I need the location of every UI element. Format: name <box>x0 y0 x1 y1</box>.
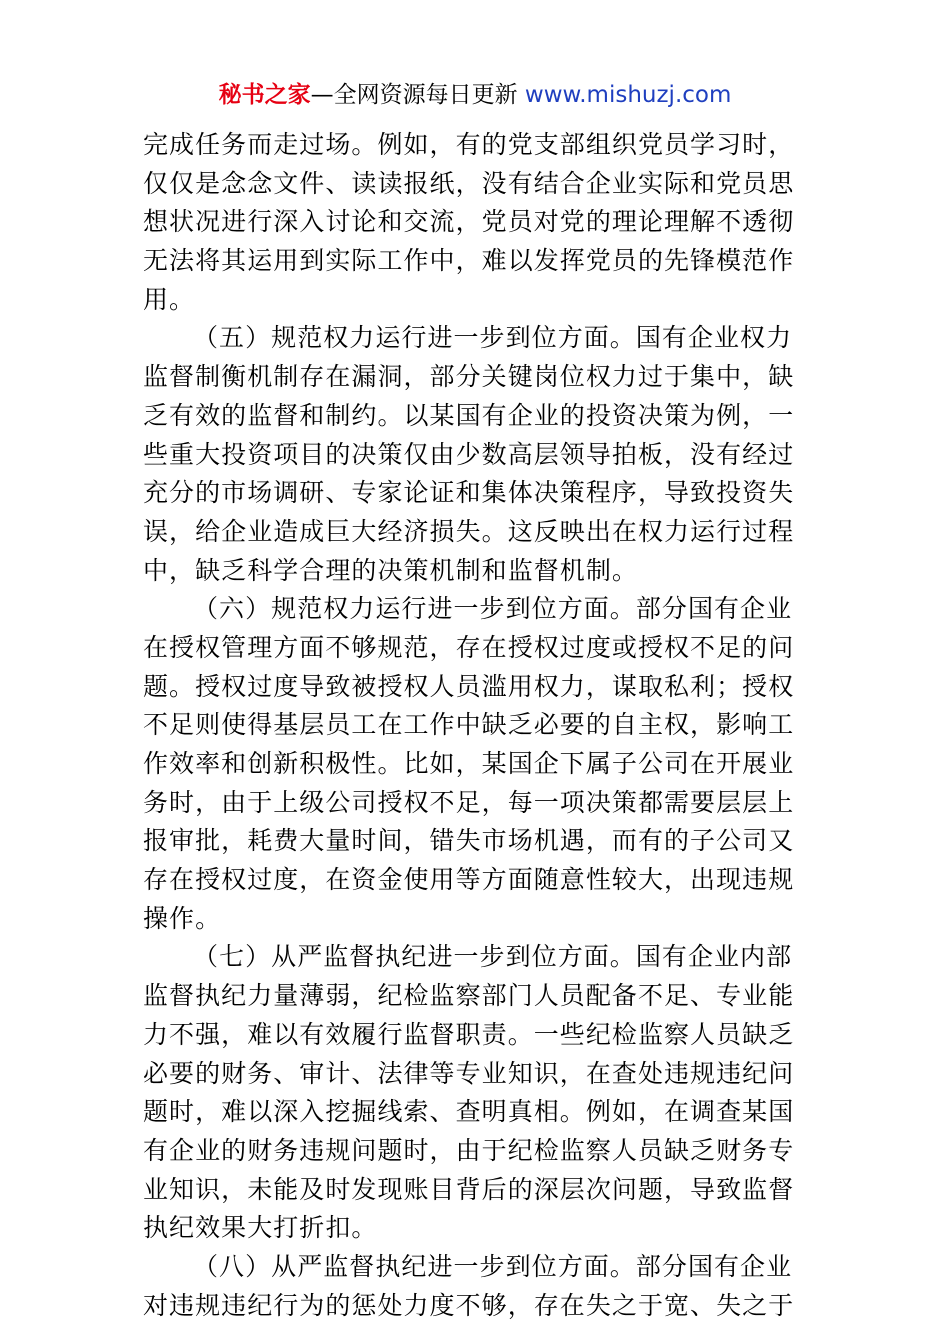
text-line: （八）从严监督执纪进一步到位方面。部分国有企业 <box>193 1251 793 1281</box>
text-line: 充分的市场调研、专家论证和集体决策程序，导致投资失 <box>143 478 795 508</box>
paragraph <box>143 126 807 319</box>
text-line: 乏有效的监督和制约。以某国有企业的投资决策为例，一 <box>143 400 795 430</box>
text-line: 操作。 <box>143 903 222 933</box>
text-line: （六）规范权力运行进一步到位方面。部分国有企业 <box>193 594 793 624</box>
text-line: 监督执纪力量薄弱，纪检监察部门人员配备不足、专业能 <box>143 981 795 1011</box>
text-line: 监督制衡机制存在漏洞，部分关键岗位权力过于集中，缺 <box>143 362 795 392</box>
paragraph <box>143 590 807 938</box>
text-line: 务时，由于上级公司授权不足，每一项决策都需要层层上 <box>143 787 795 817</box>
site-brand: 秘书之家 <box>218 82 311 108</box>
text-line: 在授权管理方面不够规范，存在授权过度或授权不足的问 <box>143 632 795 662</box>
text-line: （七）从严监督执纪进一步到位方面。国有企业内部 <box>193 942 793 972</box>
text-line: 有企业的财务违规问题时，由于纪检监察人员缺乏财务专 <box>143 1135 795 1165</box>
site-url-link[interactable]: www.mishuzj.com <box>524 82 732 108</box>
text-line: 业知识，未能及时发现账目背后的深层次问题，导致监督 <box>143 1174 795 1204</box>
text-line: 题。授权过度导致被授权人员滥用权力，谋取私利；授权 <box>143 671 795 701</box>
text-line: 些重大投资项目的决策仅由少数高层领导拍板，没有经过 <box>143 439 795 469</box>
text-line: 无法将其运用到实际工作中，难以发挥党员的先锋模范作 <box>143 246 795 276</box>
text-line: 报审批，耗费大量时间，错失市场机遇，而有的子公司又 <box>143 826 795 856</box>
site-tagline: —全网资源每日更新 <box>310 82 525 108</box>
text-line: （五）规范权力运行进一步到位方面。国有企业权力 <box>193 323 793 353</box>
text-line: 不足则使得基层员工在工作中缺乏必要的自主权，影响工 <box>143 710 795 740</box>
text-line: 存在授权过度，在资金使用等方面随意性较大，出现违规 <box>143 865 795 895</box>
text-line: 误，给企业造成巨大经济损失。这反映出在权力运行过程 <box>143 516 795 546</box>
text-line: 完成任务而走过场。例如，有的党支部组织党员学习时， <box>143 130 795 159</box>
paragraph <box>143 938 807 1248</box>
text-line: 用。 <box>143 284 196 314</box>
text-line: 力不强，难以有效履行监督职责。一些纪检监察人员缺乏 <box>143 1019 795 1049</box>
paragraph <box>143 1248 807 1325</box>
document-body <box>143 126 807 1325</box>
text-line: 题时，难以深入挖掘线索、查明真相。例如，在调查某国 <box>143 1097 795 1127</box>
text-line: 执纪效果大打折扣。 <box>143 1213 378 1243</box>
paragraph <box>143 319 807 590</box>
text-line: 对违规违纪行为的惩处力度不够，存在失之于宽、失之于 <box>143 1290 795 1320</box>
text-line: 必要的财务、审计、法律等专业知识，在查处违规违纪问 <box>143 1058 795 1088</box>
text-line: 想状况进行深入讨论和交流，党员对党的理论理解不透彻 <box>143 207 795 237</box>
text-line: 中，缺乏科学合理的决策机制和监督机制。 <box>143 555 638 585</box>
site-header <box>0 78 950 112</box>
text-line: 仅仅是念念文件、读读报纸，没有结合企业实际和党员思 <box>143 168 795 198</box>
text-line: 作效率和创新积极性。比如，某国企下属子公司在开展业 <box>143 749 795 778</box>
